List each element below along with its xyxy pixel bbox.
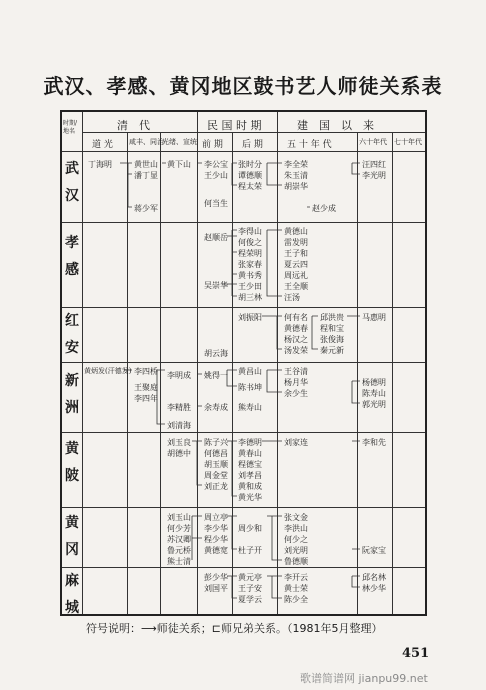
entry-cell: 王少田 [238, 282, 262, 291]
entry-cell: 黄下山 [167, 160, 191, 169]
entry-cell: 胡云海 [204, 349, 228, 358]
sub-qianqi: 前 期 [202, 140, 223, 150]
entry-cell: 李公宝 [204, 160, 228, 169]
entry-cell: 赵顺岳 [204, 233, 228, 242]
entry-cell: 胡德中 [167, 449, 191, 458]
entry-cell: 刘玉良 [167, 438, 191, 447]
entry-cell: 王全顺 [284, 282, 308, 291]
entry-cell: 刘清海 [167, 421, 191, 430]
entry-cell: 李和先 [362, 438, 386, 447]
entry-cell: 郭光明 [362, 400, 386, 409]
region-label: 孝 感 [65, 235, 79, 278]
entry-cell: 王子和 [284, 249, 308, 258]
entry-cell: 刘玉山 [167, 513, 191, 522]
entry-cell: 张家春 [238, 260, 262, 269]
entry-cell: 杨德明 [362, 378, 386, 387]
entry-cell: 余少生 [284, 389, 308, 398]
entry-cell: 邱名林 [362, 573, 386, 582]
entry-cell: 汪汤 [284, 293, 300, 302]
entry-cell: 程荣明 [238, 249, 262, 258]
sub-fifties: 五 十 年 代 [287, 140, 332, 150]
entry-cell: 何有名 [284, 313, 308, 322]
entry-cell: 黄德宽 [204, 546, 228, 555]
entry-cell: 周金堂 [204, 471, 228, 480]
sub-xianfeng: 咸丰、同治 [129, 138, 164, 146]
entry-cell: 陈书坤 [238, 383, 262, 392]
page-number: 451 [402, 646, 430, 661]
entry-cell: 黄士荣 [284, 584, 308, 593]
entry-cell: 杨汉之 [284, 335, 308, 344]
entry-cell: 鲁元桥 [167, 546, 191, 555]
entry-cell: 王聚庭 [134, 383, 158, 392]
entry-cell: 黄德春 [284, 324, 308, 333]
legend-note: 符号说明：⟶师徒关系；⊏师兄弟关系。（1981年5月整理） [86, 622, 383, 635]
entry-cell: 苏汉卿 [167, 535, 191, 544]
entry-cell: 李少华 [204, 524, 228, 533]
entry-cell: 周立亭 [204, 513, 228, 522]
entry-cell: 秦元新 [320, 346, 344, 355]
entry-cell: 熊士清 [167, 557, 191, 566]
entry-cell: 潘丁显 [134, 171, 158, 180]
entry-cell: 黄春山 [238, 449, 262, 458]
entry-cell: 陈少全 [284, 595, 308, 604]
entry-cell: 朱玉清 [284, 171, 308, 180]
entry-cell: 程少华 [204, 535, 228, 544]
entry-cell: 黄昌山 [238, 367, 262, 376]
entry-cell: 黄德山 [284, 227, 308, 236]
period-minguo: 民 国 时 期 [207, 119, 262, 132]
entry-cell: 黄世山 [134, 160, 158, 169]
sub-daoguang: 道 光 [92, 140, 113, 150]
entry-cell: 杜子开 [238, 546, 262, 555]
entry-cell: 李德明 [238, 438, 262, 447]
lineage-table [60, 110, 427, 616]
period-jianguo: 建 国 以 来 [297, 119, 374, 132]
sub-seventies: 七十年代 [394, 138, 422, 146]
region-label: 麻 城 [65, 573, 79, 616]
entry-cell: 陈子兴 [204, 438, 228, 447]
entry-cell: 周远礼 [284, 271, 308, 280]
region-label: 黄 陂 [65, 441, 79, 484]
entry-cell: 李四桥 [134, 367, 158, 376]
entry-cell: 黄书秀 [238, 271, 262, 280]
entry-cell: 阮家宝 [362, 546, 386, 555]
entry-cell: 姚得一 [204, 371, 228, 380]
entry-cell: 胡三林 [238, 293, 262, 302]
entry-cell: 李四年 [134, 394, 158, 403]
entry-cell: 黄和成 [238, 482, 262, 491]
entry-cell: 何俊之 [238, 238, 262, 247]
entry-cell: 刘光明 [284, 546, 308, 555]
sub-guangxu: 光绪、宣统 [162, 138, 197, 146]
entry-cell: 刘孝昌 [238, 471, 262, 480]
entry-cell: 程德宝 [238, 460, 262, 469]
entry-cell: 刘正龙 [204, 482, 228, 491]
entry-cell: 汤发荣 [284, 346, 308, 355]
entry-cell: 杨月华 [284, 378, 308, 387]
entry-cell: 张俊海 [320, 335, 344, 344]
entry-cell: 何少之 [284, 535, 308, 544]
entry-cell: 黄元亭 [238, 573, 262, 582]
sub-houqi: 后 期 [242, 140, 263, 150]
entry-cell: 彭少华 [204, 573, 228, 582]
entry-cell: 张时分 [238, 160, 262, 169]
entry-cell: 李精胜 [167, 403, 191, 412]
entry-cell: 李得山 [238, 227, 262, 236]
region-label: 武 汉 [65, 161, 79, 204]
entry-cell: 李明成 [167, 371, 191, 380]
entry-cell: 李洪山 [284, 524, 308, 533]
entry-cell: 胡崇华 [284, 182, 308, 191]
entry-cell: 汪四红 [362, 160, 386, 169]
entry-cell: 李开云 [284, 573, 308, 582]
entry-cell: 丁海明 [88, 160, 112, 169]
entry-cell: 林少华 [362, 584, 386, 593]
entry-cell: 程和宝 [320, 324, 344, 333]
entry-cell: 蒋少军 [134, 204, 158, 213]
watermark-text: 歌谱简谱网 jianpu99.net [300, 672, 428, 685]
entry-cell: 何当生 [204, 199, 228, 208]
region-label: 新 洲 [65, 373, 79, 416]
document-title: 武汉、孝感、黄冈地区鼓书艺人师徒关系表 [43, 74, 443, 98]
entry-cell: 余寿成 [204, 403, 228, 412]
entry-cell: 夏学云 [238, 595, 262, 604]
entry-cell: 雷发明 [284, 238, 308, 247]
entry-cell: 赵少成 [312, 204, 336, 213]
entry-cell: 谭德顺 [238, 171, 262, 180]
entry-cell: 李全荣 [284, 160, 308, 169]
entry-cell: 刘家连 [284, 438, 308, 447]
sub-sixties: 六十年代 [359, 138, 387, 146]
corner-label: 时期/地名 [63, 120, 78, 135]
entry-cell: 陈寿山 [362, 389, 386, 398]
entry-cell: 何德昌 [204, 449, 228, 458]
entry-cell: 刘振阳 [238, 313, 262, 322]
entry-cell: 黄炳发(汗德发) [84, 367, 132, 375]
entry-cell: 李光明 [362, 171, 386, 180]
entry-cell: 鲁德顺 [284, 557, 308, 566]
entry-cell: 胡玉顺 [204, 460, 228, 469]
entry-cell: 王子安 [238, 584, 262, 593]
entry-cell: 吴崇华 [204, 281, 228, 290]
relation-lines [62, 112, 425, 614]
entry-cell: 邱洪贵 [320, 313, 344, 322]
region-label: 黄 冈 [65, 515, 79, 558]
entry-cell: 马惠明 [362, 313, 386, 322]
entry-cell: 程太荣 [238, 182, 262, 191]
entry-cell: 王少山 [204, 171, 228, 180]
entry-cell: 熊寿山 [238, 403, 262, 412]
period-qing: 清 代 [117, 119, 150, 132]
entry-cell: 黄光华 [238, 493, 262, 502]
entry-cell: 何少芳 [167, 524, 191, 533]
entry-cell: 刘国平 [204, 584, 228, 593]
region-label: 红 安 [65, 313, 79, 356]
entry-cell: 夏云四 [284, 260, 308, 269]
entry-cell: 周少和 [238, 524, 262, 533]
entry-cell: 张文金 [284, 513, 308, 522]
entry-cell: 王谷清 [284, 367, 308, 376]
